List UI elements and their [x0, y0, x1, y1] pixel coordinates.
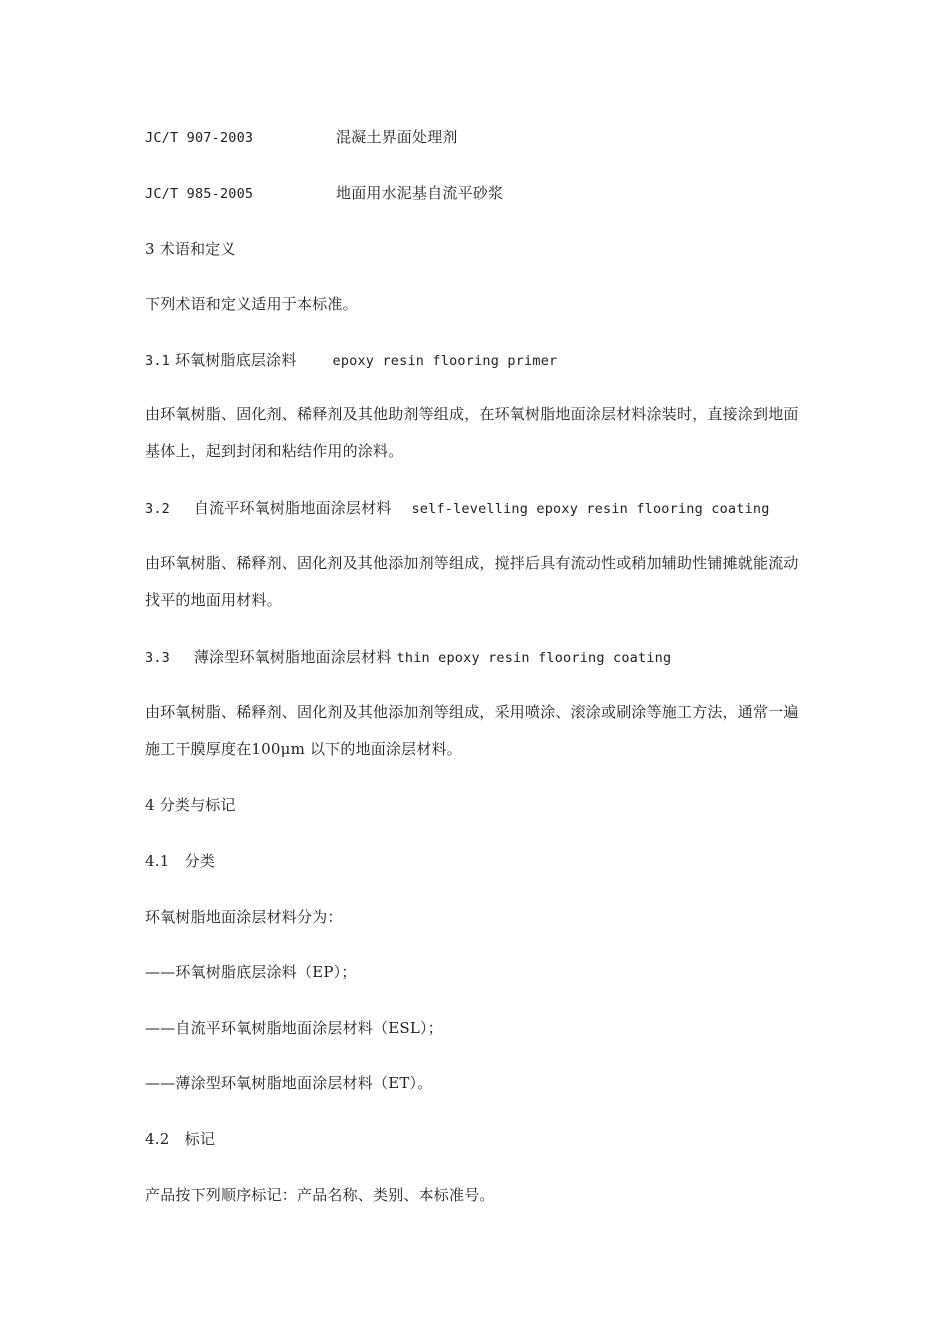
term-en: epoxy resin flooring primer	[332, 353, 558, 369]
section-heading: 4 分类与标记	[145, 796, 236, 814]
term-number: 3.3	[145, 650, 170, 666]
subsection-heading: 4.2 标记	[145, 1130, 216, 1148]
term-en: self-levelling epoxy resin flooring coating	[411, 501, 770, 517]
reference-title: 混凝土界面处理剂	[336, 128, 458, 146]
term-number: 3.2	[145, 501, 170, 517]
section-intro: 下列术语和定义适用于本标准。	[145, 295, 358, 313]
term-definition: 由环氧树脂、稀释剂、固化剂及其他添加剂等组成，搅拌后具有流动性或稍加辅助性铺摊就能流动找平的地面用材料。	[145, 554, 799, 609]
reference-row	[145, 127, 745, 148]
term-cn: 环氧树脂底层涂料	[174, 351, 297, 369]
term-definition: 由环氧树脂、稀释剂、固化剂及其他添加剂等组成，采用喷涂、滚涂或刷涂等施工方法，通常一遍施工干膜厚度在100μm 以下的地面涂层材料。	[145, 703, 799, 758]
term-cn: 自流平环氧树脂地面涂层材料	[193, 499, 392, 517]
term-en: thin epoxy resin flooring coating	[396, 650, 672, 666]
reference-code: JC/T 907-2003	[145, 130, 254, 146]
list-item: ——环氧树脂底层涂料（EP）；	[145, 963, 357, 981]
term-heading	[145, 350, 557, 371]
list-item: ——薄涂型环氧树脂地面涂层材料（ET）。	[145, 1074, 433, 1092]
subsection-intro: 环氧树脂地面涂层材料分为：	[145, 908, 343, 926]
section-heading: 3 术语和定义	[145, 240, 236, 258]
term-number: 3.1	[145, 353, 170, 369]
term-cn: 薄涂型环氧树脂地面涂层材料	[193, 648, 392, 666]
reference-code: JC/T 985-2005	[145, 186, 254, 202]
subsection-heading: 4.1 分类	[145, 852, 216, 870]
list-item: ——自流平环氧树脂地面涂层材料（ESL）；	[145, 1019, 443, 1037]
term-heading	[145, 498, 770, 519]
reference-title: 地面用水泥基自流平砂浆	[336, 184, 504, 202]
term-definition: 由环氧树脂、固化剂、稀释剂及其他助剂等组成，在环氧树脂地面涂层材料涂装时，直接涂到地面基体上，起到封闭和粘结作用的涂料。	[145, 405, 799, 460]
subsection-text: 产品按下列顺序标记：产品名称、类别、本标准号。	[145, 1186, 495, 1204]
reference-row	[145, 183, 745, 204]
term-heading	[145, 647, 671, 668]
